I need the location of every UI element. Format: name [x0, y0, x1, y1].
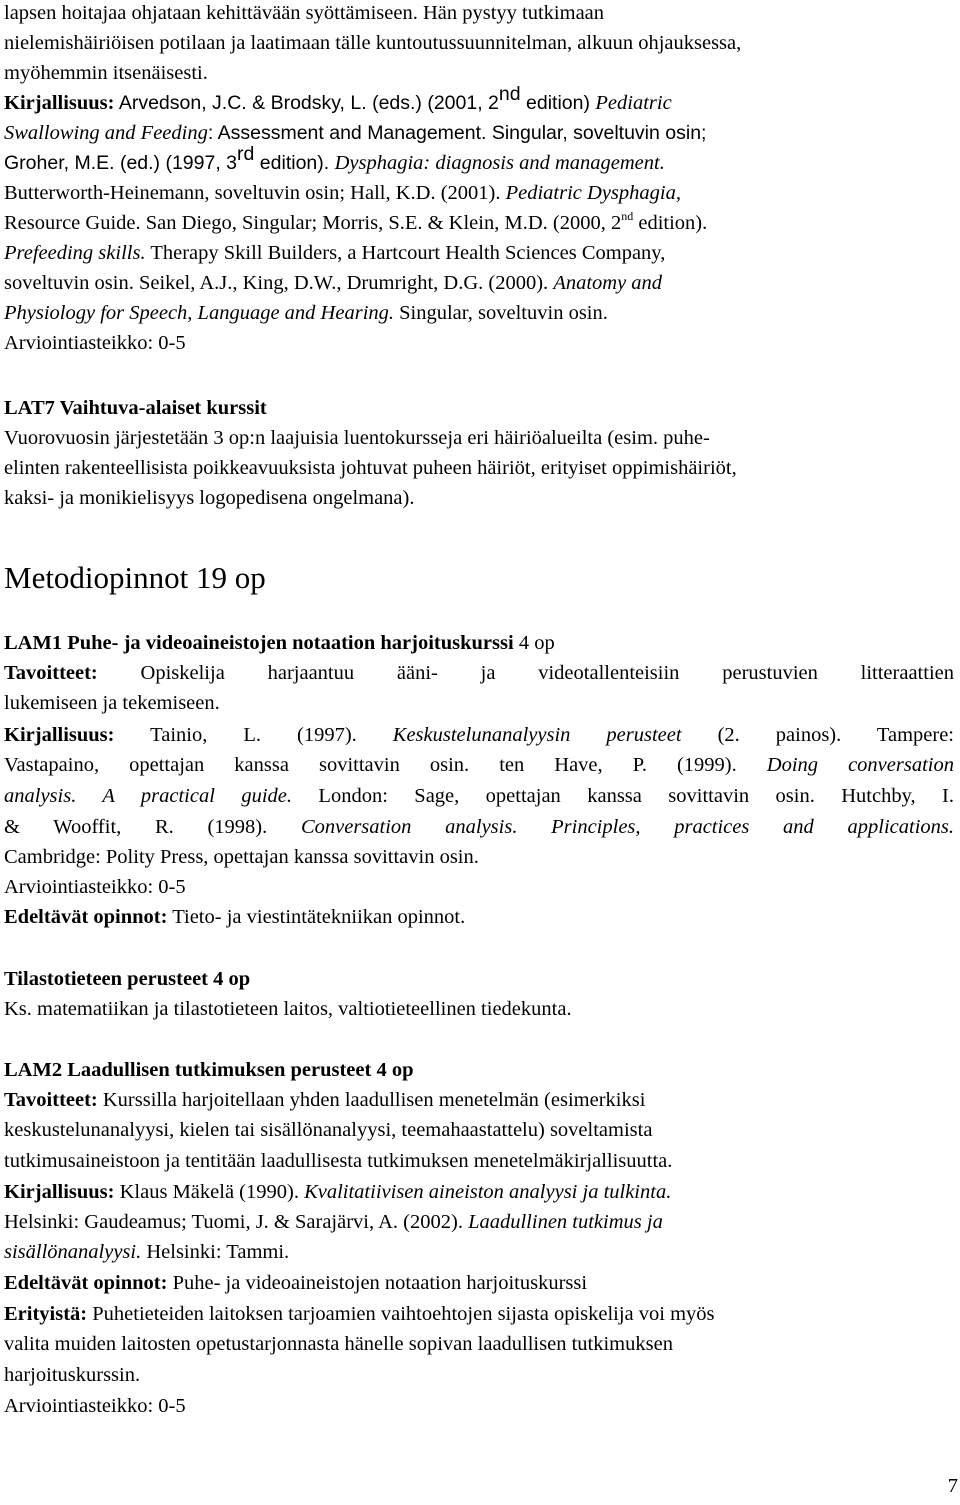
- course-title: LAM1 Puhe- ja videoaineistojen notaation harjoituskurssi 4 op: [4, 632, 555, 654]
- literature-line: Vastapaino, opettajan kanssa sovittavin osin. ten Have, P. (1999). Doing conversation: [4, 754, 954, 776]
- literature-line: Cambridge: Polity Press, opettajan kanssa sovittavin osin.: [4, 846, 479, 868]
- grading-scale: Arviointiasteikko: 0-5: [4, 876, 186, 898]
- text-line: elinten rakenteellisista poikkeavuuksista johtuvat puheen häiriöt, erityiset oppimishäiriöt,: [4, 457, 737, 479]
- literature-line: Prefeeding skills. Therapy Skill Builders, a Hartcourt Health Sciences Company,: [4, 242, 666, 264]
- grading-scale: Arviointiasteikko: 0-5: [4, 332, 186, 354]
- literature-line: soveltuvin osin. Seikel, A.J., King, D.W., Drumright, D.G. (2000). Anatomy and: [4, 272, 663, 294]
- prerequisites-line: Edeltävät opinnot: Puhe- ja videoaineistojen notaation harjoituskurssi: [4, 1272, 588, 1294]
- literature-line: Kirjallisuus: Klaus Mäkelä (1990). Kvalitatiivisen aineiston analyysi ja tulkinta.: [4, 1181, 672, 1203]
- course-title: LAM2 Laadullisen tutkimuksen perusteet 4 op: [4, 1059, 414, 1081]
- text-line: myöhemmin itsenäisesti.: [4, 62, 208, 84]
- text-line: lukemiseen ja tekemiseen.: [4, 692, 220, 714]
- literature-line: Kirjallisuus: Arvedson, J.C. & Brodsky, L. (eds.) (2001, 2nd edition) Pediatric: [4, 83, 672, 114]
- literature-line: Physiology for Speech, Language and Hearing. Singular, soveltuvin osin.: [4, 302, 608, 324]
- literature-line: Kirjallisuus: Tainio, L. (1997). Keskustelunanalyysin perusteet (2. painos). Tampere:: [4, 724, 954, 746]
- course-title: LAT7 Vaihtuva-alaiset kurssit: [4, 397, 267, 419]
- text-line: kaksi- ja monikielisyys logopedisena ongelmana).: [4, 487, 415, 509]
- goal-line: Tavoitteet: Opiskelija harjaantuu ääni- ja videotallenteisiin perustuvien litteraattien: [4, 662, 954, 684]
- goal-line: Tavoitteet: Kurssilla harjoitellaan yhden laadullisen menetelmän (esimerkiksi: [4, 1089, 646, 1111]
- section-heading: Metodiopinnot 19 op: [4, 560, 266, 595]
- literature-line: Helsinki: Gaudeamus; Tuomi, J. & Sarajärvi, A. (2002). Laadullinen tutkimus ja: [4, 1211, 663, 1233]
- special-line: Erityistä: Puhetieteiden laitoksen tarjoamien vaihtoehtojen sijasta opiskelija voi myös: [4, 1303, 715, 1325]
- text-line: Vuorovuosin järjestetään 3 op:n laajuisia luentokursseja eri häiriöalueilta (esim. puhe-: [4, 427, 710, 449]
- literature-line: sisällönanalyysi. Helsinki: Tammi.: [4, 1241, 290, 1263]
- text-line: keskustelunanalyysi, kielen tai sisällönanalyysi, teemahaastattelu) soveltamista: [4, 1119, 653, 1141]
- prerequisites-line: Edeltävät opinnot: Tieto- ja viestintätekniikan opinnot.: [4, 906, 466, 928]
- literature-line: Swallowing and Feeding: Assessment and Management. Singular, soveltuvin osin;: [4, 122, 707, 144]
- text-line: harjoituskurssin.: [4, 1364, 141, 1386]
- literature-line: Butterworth-Heinemann, soveltuvin osin; Hall, K.D. (2001). Pediatric Dysphagia,: [4, 182, 681, 204]
- text-line: nielemishäiriöisen potilaan ja laatimaan tälle kuntoutussuunnitelman, alkuun ohjauksessa,: [4, 32, 742, 54]
- literature-line: & Wooffit, R. (1998). Conversation analysis. Principles, practices and applications.: [4, 816, 954, 838]
- course-title: Tilastotieteen perusteet 4 op: [4, 968, 251, 990]
- text-line: Ks. matematiikan ja tilastotieteen laitos, valtiotieteellinen tiedekunta.: [4, 998, 572, 1020]
- text-line: tutkimusaineistoon ja tentitään laadullisesta tutkimuksen menetelmäkirjallisuutta.: [4, 1150, 673, 1172]
- literature-line: Groher, M.E. (ed.) (1997, 3rd edition). Dysphagia: diagnosis and management.: [4, 143, 665, 174]
- literature-line: analysis. A practical guide. London: Sage, opettajan kanssa sovittavin osin. Hutchby, I.: [4, 785, 954, 807]
- page-number: 7: [947, 1475, 958, 1497]
- literature-line: Resource Guide. San Diego, Singular; Morris, S.E. & Klein, M.D. (2000, 2nd edition).: [4, 209, 708, 234]
- text-line: valita muiden laitosten opetustarjonnasta hänelle sopivan laadullisen tutkimuksen: [4, 1333, 673, 1355]
- grading-scale: Arviointiasteikko: 0-5: [4, 1395, 186, 1417]
- text-line: lapsen hoitajaa ohjataan kehittävään syöttämiseen. Hän pystyy tutkimaan: [4, 2, 605, 24]
